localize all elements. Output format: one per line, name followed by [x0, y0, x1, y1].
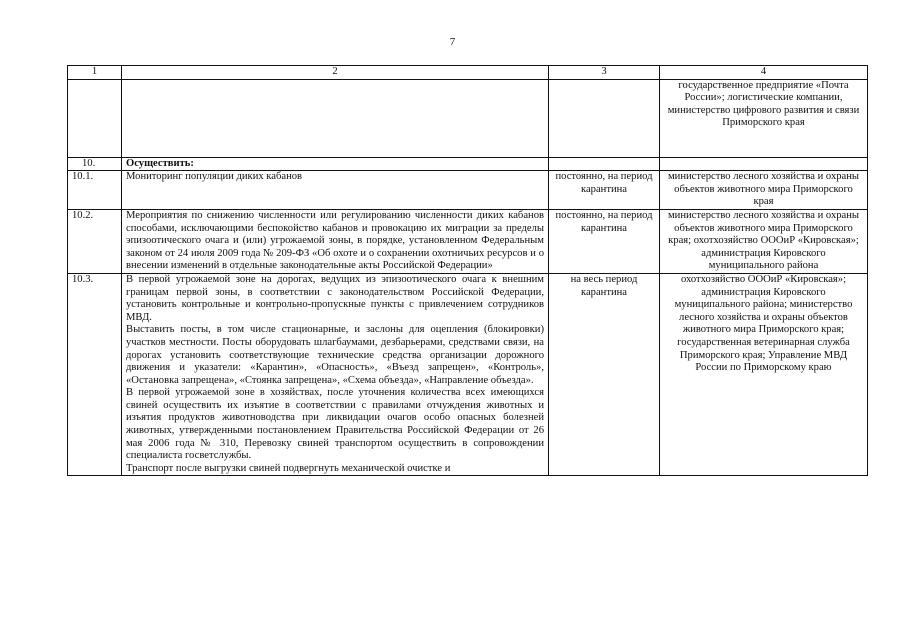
- header-col-1: 1: [68, 66, 122, 80]
- row-measure: [122, 171, 549, 210]
- measure-paragraph: Транспорт после выгрузки свиней подвергнуть механической очистке и: [126, 462, 451, 474]
- row-term: постоянно, на период карантина: [549, 209, 660, 273]
- section-row: [68, 157, 868, 171]
- table-row: [68, 171, 868, 210]
- measure-paragraph: В первой угрожаемой зоне на дорогах, ведущих из эпизоотического очага к внешним границам первой зоны, в соответствии с законодательством Российской Федерации, установить контрольные и контрольно-пропускные пункты с привлечением сотрудников МВД.: [126, 273, 544, 323]
- row-number: 10.2.: [68, 209, 122, 273]
- continuation-responsible: государственное предприятие «Почта России»; логистические компании, министерство цифрового развития и связи Приморского края: [660, 79, 868, 157]
- row-term: на весь период карантина: [549, 273, 660, 476]
- measure-paragraph: Мероприятия по снижению численности или регулированию численности диких кабанов способами, исключающими беспокойство кабанов и провокацию их миграции за пределы эпизоотического очага и (или) угрожаемой зоны, в порядке, установленном Федеральным законом от 24 июля 2009 года № 209-ФЗ «Об охоте и о сохранении охотничьих ресурсов и о внесении изменений в отдельные законодательные акты Российской Федерации»: [126, 209, 544, 272]
- section-title: Осуществить:: [122, 157, 549, 171]
- row-responsible: министерство лесного хозяйства и охраны объектов животного мира Приморского края; охотхозяйство ОООиР «Кировская»; администрация Кировского муниципального района: [660, 209, 868, 273]
- row-term: постоянно, на период карантина: [549, 171, 660, 210]
- table-row: [68, 273, 868, 476]
- header-col-3: 3: [549, 66, 660, 80]
- row-measure: [122, 209, 549, 273]
- measures-table: [67, 65, 868, 476]
- measure-paragraph: В первой угрожаемой зоне в хозяйствах, после уточнения количества всех имеющихся свиней осуществить их изъятие в соответствии с правилами отчуждения животных и изъятия продуктов животноводства при ликвидации очагов особо опасных болезней животных, утвержденными постановлением Правительства Российской Федерации от 26 мая 2006 года № 310, Перевозку свиней транспортом осуществить в сопровождении специалиста госветслужбы.: [126, 387, 544, 462]
- header-col-4: 4: [660, 66, 868, 80]
- header-row: [68, 66, 868, 80]
- row-number: 10.1.: [68, 171, 122, 210]
- table-row: [68, 209, 868, 273]
- row-responsible: министерство лесного хозяйства и охраны объектов животного мира Приморского края: [660, 171, 868, 210]
- header-col-2: 2: [122, 66, 549, 80]
- measure-paragraph: Выставить посты, в том числе стационарные, и заслоны для оцепления (блокировки) участков местности. Посты оборудовать шлагбаумами, дезбарьерами, средствами связи, на дорогах установить соответствующие технические средства организации дорожного движения и указатели: «Карантин», «Опасность», «Въезд запрещен», «Контроль», «Остановка запрещена», «Стоянка запрещена», «Схема объезда», «Направление объезда».: [126, 324, 544, 386]
- row-responsible: охотхозяйство ОООиР «Кировская»; администрация Кировского муниципального района; министерство лесного хозяйства и охраны объектов животного мира Приморского края; государственная ветеринарная служба Приморского края; Управление МВД России по Приморскому краю: [660, 273, 868, 476]
- continuation-row: [68, 79, 868, 157]
- section-number: 10.: [68, 157, 122, 171]
- row-number: 10.3.: [68, 273, 122, 476]
- row-measure: [122, 273, 549, 476]
- measure-paragraph: Мониторинг популяции диких кабанов: [126, 171, 303, 183]
- page-number: 7: [449, 36, 456, 48]
